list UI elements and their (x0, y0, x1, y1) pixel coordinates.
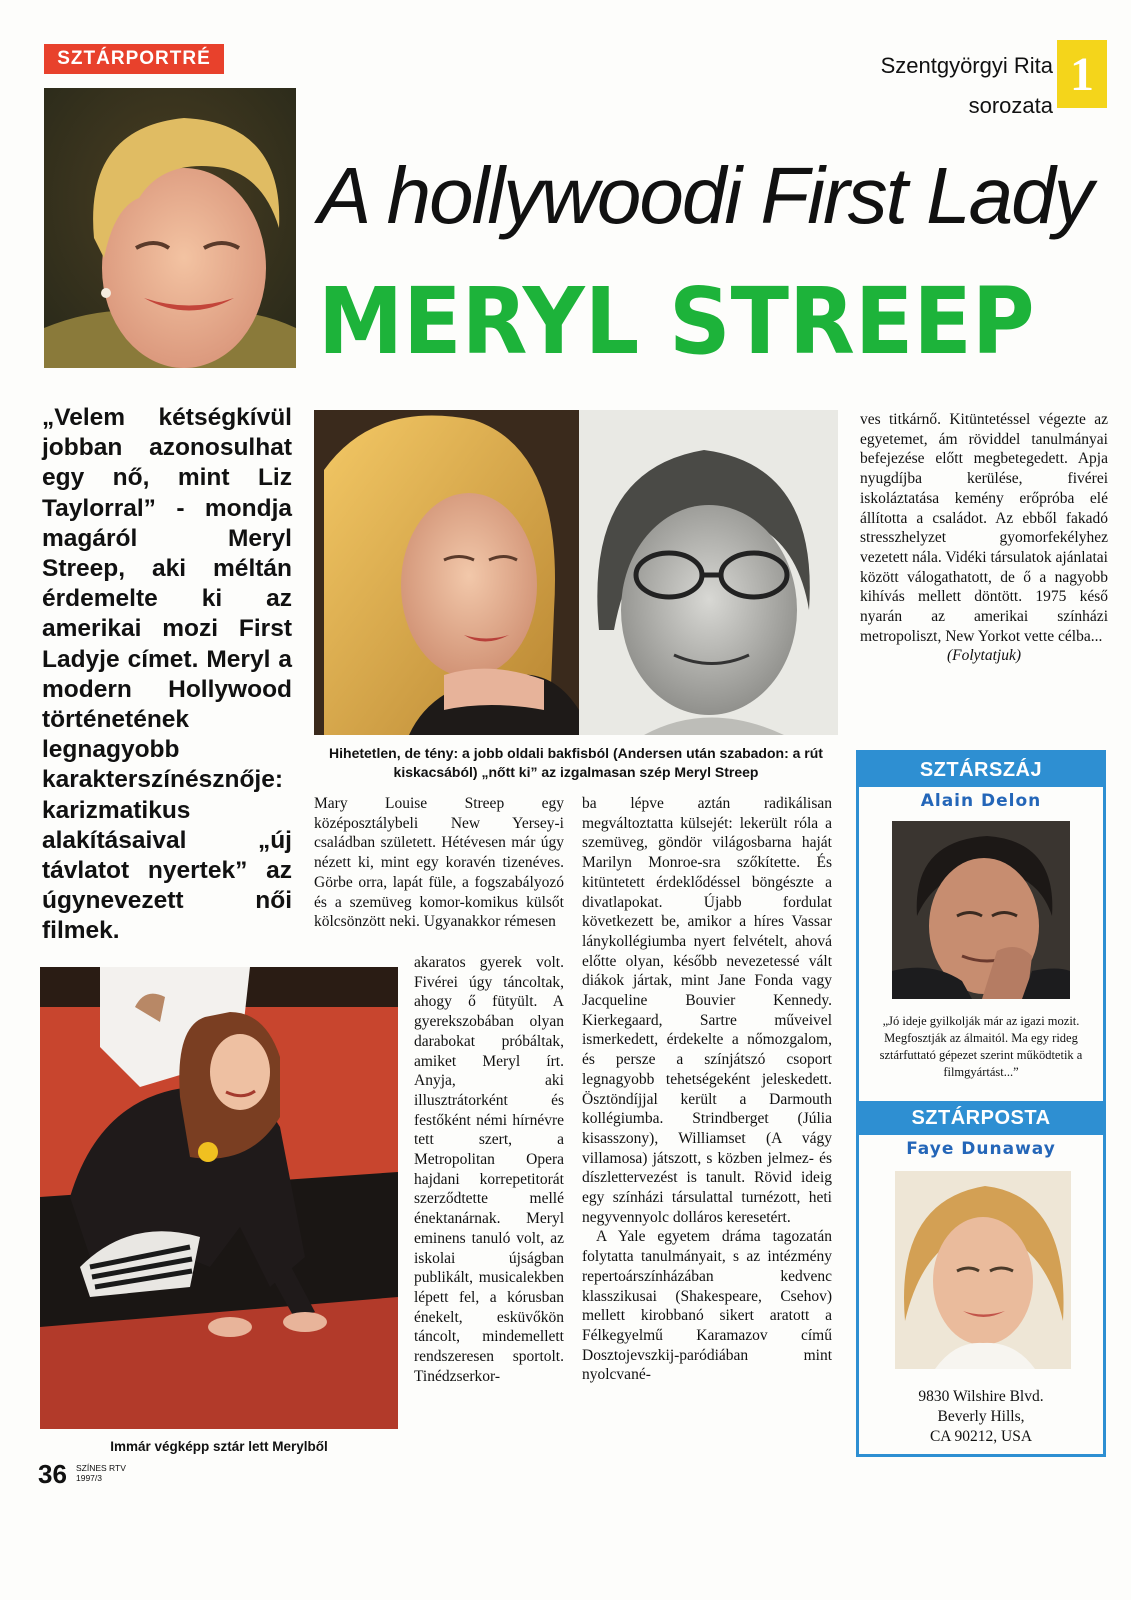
magazine-info (76, 1463, 126, 1483)
handprint-photo (40, 967, 398, 1429)
magazine-name: SZÍNES RTV (76, 1463, 126, 1473)
handprint-photo-caption: Immár végképp sztár lett Merylből (110, 1439, 328, 1454)
article-column-1-narrow: akaratos gyerek volt. Fivérei úgy táncoltak, ahogy ő fütyült. A gyerekszobában olyan darabokat próbáltak, amiket Meryl írt. Anyja, aki illusztrátorként és festőként némi hírnévre tett szert, a Metropolitan Opera hajdani korrepetitorát szerződtette mellé énektanárnak. Meryl eminens tanuló volt, az iskolai újságban publikált, musicalekben lépett fel, a kórusban énekelt, esküvőkön táncolt, mindemellett rendszeresen sportolt. Tinédzserkor- (414, 954, 564, 1385)
continued-note: (Folytatjuk) (946, 647, 1022, 665)
article-column-3 (860, 410, 1108, 666)
article-column-1-top: Mary Louise Streep egy középosztálybeli New Yersey-i családban született. Hétévesen már úgy nézett ki, mint egy koravén tizenéves. Görbe orra, lapát füle, a fogszabályozó és a szemüveg komor-komikus külsőt kölcsönzött neki. Ugyanakkor rémesen (314, 795, 564, 931)
sidebar-box (856, 750, 1106, 1457)
series-label: sorozata (968, 93, 1053, 118)
star-quote-text: „Jó ideje gyilkolják már az igazi mozit. Megfosztják az álmaitól. Ma egy rideg sztárfuttató gépezet szerint működtetik a filmgyártást...” (879, 1014, 1083, 1079)
article-paragraph: ves titkárnő. Kitüntetéssel végezte az egyetemet, ám röviddel tanulmányai befejezése előtt megbetegedett. Apja nyugdíjba kerülése, fivérei iskoláztatása kemény erőpróba elé állította a családot. Az ebből fakadó stresszhelyzet gyomorfekélyhez vezetett nála. Vidéki társulatok ajánlatai között válogathatott, de ő a nagyobb kihívás mellett döntött. 1975 késő nyarán az amerikai színházi metropoliszt, New Yorkot vette célba... (860, 411, 1108, 645)
series-byline (881, 46, 1053, 126)
photo-pair (314, 410, 838, 735)
series-author: Szentgyörgyi Rita (880, 53, 1053, 78)
section-tag: SZTÁRPORTRÉ (44, 44, 224, 74)
address-line-1: 9830 Wilshire Blvd. (918, 1388, 1044, 1405)
star-quote-header: SZTÁRSZÁJ (859, 753, 1103, 787)
star-mail-header: SZTÁRPOSTA (859, 1101, 1103, 1135)
star-mail-name: Faye Dunaway (906, 1139, 1056, 1159)
article-column-2 (582, 794, 832, 1385)
star-quote-name: Alain Delon (920, 791, 1042, 811)
headline-kicker: A hollywoodi First Lady (318, 151, 1092, 240)
article-paragraph: ba lépve aztán radikálisan megváltoztatta külsejét: lekerült róla a szemüveg, göndör világosbarna haját Marilyn Monroe-sra szőkítette. És kitüntetett érdeklődéssel böngészte a divatlapokat. Újabb fordulat következett be, amikor a híres Vassar lánykollégiumba nyert felvételt, ahová előtte olyan, később nevezetessé vált diákok jártak, mint Jane Fonda vagy Jacqueline Bouvier Kennedy. Kierkegaard, Sartre műveivel ismerkedett, érdekelte a nőmozgalom, és persze a színjátszó csoport legnagyobb tehetségeként jeleskedett. Ösztöndíjjal került a Darmouth kollégiumba. Strindberget (Júlia kisasszony), Williamset (A vágy villamosa) játszott, s közben jelmez- és díszlettervezést is tanult. Rövid ideig egy színházi társulattal turnézott, heti negyvennyolc dolláros keresetért. (582, 795, 832, 1226)
alain-delon-photo (892, 821, 1070, 999)
portrait-photo-top (44, 88, 296, 368)
photo-pair-caption: Hihetetlen, de tény: a jobb oldali bakfisból (Andersen után szabadon: a rút kiskacsából) „nőtt ki” az izgalmasan szép Meryl Streep (329, 745, 823, 780)
address (859, 1387, 1103, 1447)
article-paragraph: A Yale egyetem dráma tagozatán folytatta tanulmányait, s az intézmény repertoárszínházában kedvenc klasszikusai (Shakespeare, Csehov) mellett kirobbanó sikert aratott a Félkegyelmű Karamazov című Dosztojevszkij-paródiában mint nyolcvané- (582, 1228, 832, 1384)
headline-name: MERYL STREEP (318, 268, 1035, 375)
faye-dunaway-photo (895, 1171, 1071, 1369)
pull-quote: „Velem kétségkívül jobban azonosulhat egy nő, mint Liz Taylorral” - mondja magáról Meryl Streep, aki méltán érdemelte ki az amerikai mozi First Ladyje címet. Meryl a modern Hollywood történetének legnagyobb karakterszínésznője: karizmatikus alakításaival „új távlatot nyertek” az úgynevezett női filmek. (42, 404, 292, 945)
magazine-issue: 1997/3 (76, 1473, 102, 1483)
page-number: 36 (38, 1459, 67, 1489)
address-line-2: Beverly Hills, (937, 1408, 1025, 1425)
series-part-number: 1 (1057, 40, 1107, 108)
address-line-3: CA 90212, USA (929, 1428, 1033, 1445)
